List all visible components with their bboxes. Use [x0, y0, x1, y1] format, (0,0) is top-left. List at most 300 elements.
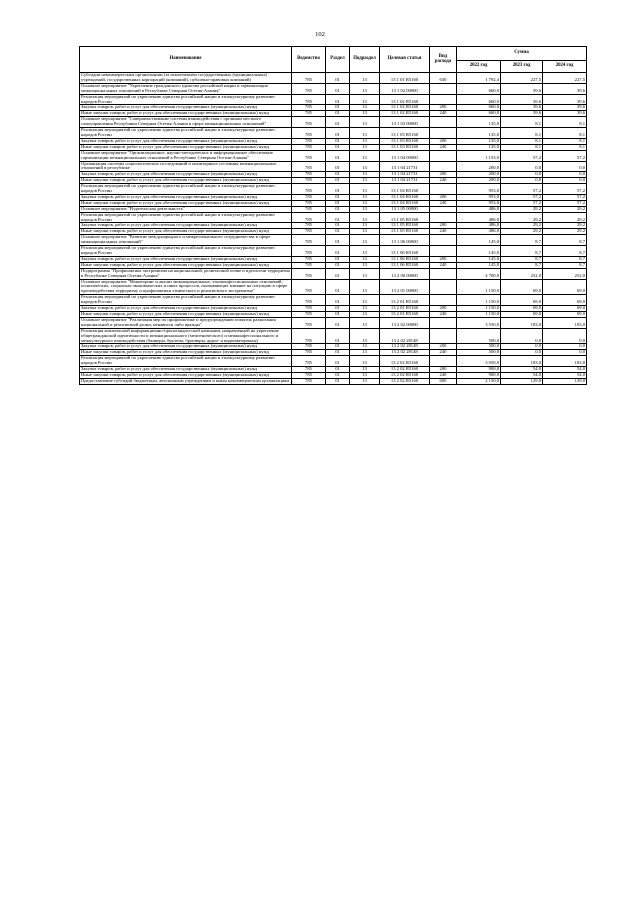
row-target: 13 2 01 R5160 [380, 311, 430, 317]
row-section: 01 [326, 161, 350, 172]
row-sum-2022: 3 550,0 [457, 317, 501, 328]
row-sum-2022: 953,0 [457, 200, 501, 206]
row-section: 01 [326, 367, 350, 373]
table-row [80, 317, 587, 328]
row-ministry: 785 [292, 246, 326, 257]
row-section: 01 [326, 144, 350, 150]
budget-table [79, 46, 587, 385]
row-subsection: 13 [350, 150, 380, 161]
row-name: Закупка товаров, работ и услуг для обеспечения государственных (муниципальных) нужд [80, 367, 292, 373]
row-subsection: 13 [350, 378, 380, 384]
table-body [80, 73, 587, 385]
row-subsection: 13 [350, 317, 380, 328]
row-target: 13 1 02 R5160 [380, 105, 430, 111]
row-name: Закупка товаров, работ и услуг для обеспечения государственных (муниципальных) нужд [80, 172, 292, 178]
row-sum-2023: 8,7 [501, 235, 543, 246]
row-sum-2023: 8,1 [501, 144, 543, 150]
row-sum-2023: 183,0 [501, 317, 543, 328]
row-ministry: 785 [292, 279, 326, 295]
row-sum-2024: 69,0 [543, 279, 587, 295]
row-name: Реализация комплексной информационно-пропагандистской кампании, направленной на укрепление общегражданской идентичности и межнационального (межэтнического) и межконфессионального и межкультурного взаимодействия (баннеры, буклеты, брошюры, аудио- и видеоматериалы) [80, 328, 292, 344]
row-sum-2022: 135,0 [457, 117, 501, 128]
row-name: Закупка товаров, работ и услуг для обеспечения государственных (муниципальных) нужд [80, 344, 292, 350]
row-expense [430, 246, 457, 257]
row-expense [430, 328, 457, 344]
row-section: 01 [326, 306, 350, 312]
row-sum-2022: 145,0 [457, 262, 501, 268]
row-target: 13 2 02 28148 [380, 328, 430, 344]
table-row [80, 128, 587, 139]
row-target: 13 1 04 21731 [380, 172, 430, 178]
row-section: 01 [326, 235, 350, 246]
row-sum-2023: 8,7 [501, 256, 543, 262]
row-sum-2022: 135,0 [457, 128, 501, 139]
header-name: Наименование [80, 47, 292, 73]
row-target: 13 2 01 R5160 [380, 295, 430, 306]
row-subsection: 13 [350, 268, 380, 279]
row-expense: 240 [430, 262, 457, 268]
row-name: Основное мероприятие "Укрепление гражданского единства российской нации и гармонизация межнациональных отношений в Республике Северная Осетия-Алания" [80, 83, 292, 94]
row-name: Субсидии некоммерческим организациям (за исключением государственных (муниципальных) учреждений, государственных корпораций (компаний), публично-правовых компаний) [80, 73, 292, 84]
table-row [80, 328, 587, 344]
row-target: 13 1 04 R5160 [380, 194, 430, 200]
row-sum-2024: 129,0 [543, 378, 587, 384]
row-expense: 200 [430, 194, 457, 200]
row-sum-2022: 1 150,0 [457, 306, 501, 312]
row-sum-2022: 1 150,0 [457, 279, 501, 295]
row-name: Иные закупки товаров, работ и услуг для обеспечения государственных (муниципальных) нужд [80, 178, 292, 184]
row-ministry: 785 [292, 172, 326, 178]
row-expense: 240 [430, 178, 457, 184]
row-section: 01 [326, 128, 350, 139]
row-subsection: 13 [350, 206, 380, 212]
row-target: 13 2 02 00000 [380, 317, 430, 328]
row-subsection: 13 [350, 117, 380, 128]
table-row [80, 356, 587, 367]
table-row [80, 73, 587, 84]
row-expense [430, 83, 457, 94]
row-ministry: 785 [292, 144, 326, 150]
row-name: Основное мероприятие "Организационное, научно-методическое и информационное обеспечение гармонизации межнациональных отношений в Республике Северная Осетия-Алания" [80, 150, 292, 161]
row-sum-2022: 500,0 [457, 344, 501, 350]
row-subsection: 13 [350, 138, 380, 144]
row-sum-2024: 8,1 [543, 128, 587, 139]
row-section: 01 [326, 206, 350, 212]
row-expense: 240 [430, 229, 457, 235]
row-sum-2024: 183,0 [543, 356, 587, 367]
row-target: 13 2 02 R5160 [380, 367, 430, 373]
row-expense [430, 279, 457, 295]
row-name: Реализация мероприятий по укреплению единства российской нации и этнокультурному развитию народов России [80, 295, 292, 306]
row-sum-2022: 4 700,0 [457, 268, 501, 279]
row-target: 13 1 03 R5160 [380, 128, 430, 139]
row-target: 13 1 03 00000 [380, 117, 430, 128]
row-expense: 200 [430, 172, 457, 178]
row-expense [430, 184, 457, 195]
row-sum-2023: 57,2 [501, 150, 543, 161]
row-section: 01 [326, 328, 350, 344]
table-row [80, 279, 587, 295]
row-subsection: 13 [350, 350, 380, 356]
row-section: 01 [326, 105, 350, 111]
row-target: 13 1 04 00000 [380, 150, 430, 161]
row-target: 13 1 04 21731 [380, 161, 430, 172]
row-sum-2024: 39,6 [543, 94, 587, 105]
row-target: 13 1 02 R5160 [380, 94, 430, 105]
row-sum-2022: 135,0 [457, 138, 501, 144]
row-sum-2024: 8,1 [543, 144, 587, 150]
row-name: Основное мероприятие "Мониторинг и анализ межнациональных, этноконфессиональных отношений, политических, социально-экономических и иных процессов, оказывающих влияние на ситуацию в сфере противодействия терроризму и профилактики этнического и религиозного экстремизма" [80, 279, 292, 295]
row-sum-2023: 183,0 [501, 356, 543, 367]
row-sum-2022: 2 150,0 [457, 378, 501, 384]
row-target: 13 2 00 00000 [380, 268, 430, 279]
row-expense: 240 [430, 200, 457, 206]
row-ministry: 785 [292, 262, 326, 268]
row-ministry: 785 [292, 184, 326, 195]
row-target: 13 2 02 R5160 [380, 372, 430, 378]
row-name: Иные закупки товаров, работ и услуг для обеспечения государственных (муниципальных) нужд [80, 372, 292, 378]
row-sum-2022: 200,0 [457, 172, 501, 178]
row-sum-2022: 900,0 [457, 372, 501, 378]
row-section: 01 [326, 73, 350, 84]
row-sum-2024: 57,2 [543, 150, 587, 161]
row-sum-2024: 183,0 [543, 317, 587, 328]
row-ministry: 785 [292, 223, 326, 229]
row-expense: 240 [430, 111, 457, 117]
row-expense: 200 [430, 105, 457, 111]
row-sum-2024: 0,0 [543, 350, 587, 356]
table-row [80, 150, 587, 161]
row-target: 13 1 03 R5160 [380, 138, 430, 144]
row-sum-2024: 54,0 [543, 367, 587, 373]
row-target: 13 1 05 R5160 [380, 229, 430, 235]
row-sum-2022: 1 153,0 [457, 150, 501, 161]
row-subsection: 13 [350, 328, 380, 344]
row-ministry: 785 [292, 200, 326, 206]
row-expense [430, 356, 457, 367]
row-sum-2024: 29,2 [543, 223, 587, 229]
table-row [80, 378, 587, 384]
row-section: 01 [326, 262, 350, 268]
row-target: 13 1 02 R5160 [380, 111, 430, 117]
row-sum-2024: 8,1 [543, 117, 587, 128]
row-ministry: 785 [292, 235, 326, 246]
row-sum-2023: 29,2 [501, 229, 543, 235]
row-subsection: 13 [350, 356, 380, 367]
row-sum-2022: 660,0 [457, 83, 501, 94]
row-target: 13 2 01 00000 [380, 279, 430, 295]
row-subsection: 13 [350, 367, 380, 373]
row-section: 01 [326, 344, 350, 350]
row-sum-2024: 54,0 [543, 372, 587, 378]
row-section: 01 [326, 311, 350, 317]
row-section: 01 [326, 178, 350, 184]
row-sum-2024: 0,0 [543, 178, 587, 184]
row-target: 13 2 02 R5160 [380, 356, 430, 367]
row-section: 01 [326, 138, 350, 144]
row-expense [430, 235, 457, 246]
row-subsection: 13 [350, 311, 380, 317]
row-ministry: 785 [292, 229, 326, 235]
row-sum-2022: 145,0 [457, 235, 501, 246]
row-sum-2022: 660,0 [457, 105, 501, 111]
row-ministry: 785 [292, 256, 326, 262]
row-ministry: 785 [292, 328, 326, 344]
row-expense: 200 [430, 256, 457, 262]
row-ministry: 785 [292, 212, 326, 223]
row-ministry: 785 [292, 128, 326, 139]
row-sum-2024: 39,6 [543, 83, 587, 94]
row-sum-2024: 57,2 [543, 184, 587, 195]
row-expense: 630 [430, 73, 457, 84]
row-ministry: 785 [292, 178, 326, 184]
row-sum-2022: 145,0 [457, 246, 501, 257]
header-target: Целевая статья [380, 47, 430, 73]
row-sum-2023: 69,0 [501, 279, 543, 295]
row-name: Реализация мероприятий по укреплению единства российской нации и этнокультурному развитию народов России [80, 212, 292, 223]
row-ministry: 785 [292, 94, 326, 105]
row-sum-2023: 8,1 [501, 138, 543, 144]
row-name: Реализация мероприятий по укреплению единства российской нации и этнокультурному развитию народов России [80, 94, 292, 105]
row-name: Иные закупки товаров, работ и услуг для обеспечения государственных (муниципальных) нужд [80, 350, 292, 356]
row-section: 01 [326, 111, 350, 117]
row-section: 01 [326, 172, 350, 178]
row-expense [430, 128, 457, 139]
row-subsection: 13 [350, 306, 380, 312]
row-ministry: 785 [292, 206, 326, 212]
row-sum-2022: 1 150,0 [457, 311, 501, 317]
row-section: 01 [326, 194, 350, 200]
row-name: Основное мероприятие "Реализация мер по профилактике и предупреждению попыток разжигания национальной и религиозной розни, ненависти либо вражды" [80, 317, 292, 328]
row-name: Закупка товаров, работ и услуг для обеспечения государственных (муниципальных) нужд [80, 194, 292, 200]
table-row [80, 246, 587, 257]
row-ministry: 785 [292, 83, 326, 94]
row-name: Закупка товаров, работ и услуг для обеспечения государственных (муниципальных) нужд [80, 306, 292, 312]
row-ministry: 785 [292, 372, 326, 378]
header-sum: Сумма [457, 47, 587, 61]
row-sum-2023: 39,6 [501, 94, 543, 105]
page-number: 102 [315, 31, 325, 38]
row-ministry: 785 [292, 295, 326, 306]
row-sum-2023: 57,2 [501, 200, 543, 206]
row-name: Предоставление субсидий бюджетным, автономным учреждениям и иным некоммерческим организациям [80, 378, 292, 384]
row-sum-2022: 1 792,4 [457, 73, 501, 84]
row-name: Иные закупки товаров, работ и услуг для обеспечения государственных (муниципальных) нужд [80, 144, 292, 150]
row-expense: 200 [430, 367, 457, 373]
row-target: 13 1 06 00000 [380, 235, 430, 246]
row-subsection: 13 [350, 144, 380, 150]
row-sum-2023: 69,0 [501, 306, 543, 312]
row-name: Иные закупки товаров, работ и услуг для обеспечения государственных (муниципальных) нужд [80, 229, 292, 235]
row-expense: 240 [430, 144, 457, 150]
row-sum-2022: 486,0 [457, 229, 501, 235]
row-sum-2023: 39,6 [501, 105, 543, 111]
row-sum-2024: 39,6 [543, 105, 587, 111]
header-section: Раздел [326, 47, 350, 73]
row-target: 13 1 06 R5160 [380, 256, 430, 262]
row-name: Закупка товаров, работ и услуг для обеспечения государственных (муниципальных) нужд [80, 105, 292, 111]
row-sum-2023: 29,2 [501, 223, 543, 229]
row-section: 01 [326, 317, 350, 328]
row-target: 13 1 04 R5160 [380, 184, 430, 195]
row-sum-2024: 0,0 [543, 328, 587, 344]
row-sum-2024: 8,7 [543, 262, 587, 268]
row-sum-2023: 39,6 [501, 111, 543, 117]
row-ministry: 785 [292, 311, 326, 317]
row-sum-2023: 57,2 [501, 194, 543, 200]
row-section: 01 [326, 94, 350, 105]
row-target: 13 2 02 28148 [380, 344, 430, 350]
table-row [80, 295, 587, 306]
row-sum-2023: 0,0 [501, 344, 543, 350]
row-expense [430, 295, 457, 306]
row-name: Закупка товаров, работ и услуг для обеспечения государственных (муниципальных) нужд [80, 256, 292, 262]
row-ministry: 785 [292, 117, 326, 128]
row-name: Иные закупки товаров, работ и услуг для обеспечения государственных (муниципальных) нужд [80, 311, 292, 317]
row-subsection: 13 [350, 372, 380, 378]
row-name: Иные закупки товаров, работ и услуг для обеспечения государственных (муниципальных) нужд [80, 200, 292, 206]
row-sum-2024: 8,7 [543, 246, 587, 257]
row-section: 01 [326, 372, 350, 378]
row-sum-2023: 29,2 [501, 206, 543, 212]
row-target: 13 1 01 R5160 [380, 73, 430, 84]
row-section: 01 [326, 356, 350, 367]
table-row [80, 268, 587, 279]
row-sum-2023: 57,2 [501, 184, 543, 195]
row-expense: 240 [430, 350, 457, 356]
row-sum-2024: 39,6 [543, 111, 587, 117]
row-expense: 600 [430, 378, 457, 384]
row-sum-2024: 29,2 [543, 206, 587, 212]
row-sum-2024: 57,2 [543, 200, 587, 206]
row-target: 13 2 02 R5160 [380, 378, 430, 384]
header-subsection: Подраздел [350, 47, 380, 73]
row-ministry: 785 [292, 194, 326, 200]
row-sum-2024: 8,7 [543, 235, 587, 246]
row-expense: 200 [430, 223, 457, 229]
row-expense [430, 317, 457, 328]
row-sum-2024: 252,0 [543, 268, 587, 279]
row-expense: 200 [430, 344, 457, 350]
row-section: 01 [326, 223, 350, 229]
row-section: 01 [326, 246, 350, 257]
row-subsection: 13 [350, 235, 380, 246]
row-ministry: 785 [292, 111, 326, 117]
row-target: 13 1 05 00000 [380, 206, 430, 212]
table-header [80, 47, 587, 73]
row-subsection: 13 [350, 94, 380, 105]
row-subsection: 13 [350, 246, 380, 257]
row-sum-2022: 486,0 [457, 212, 501, 223]
row-subsection: 13 [350, 212, 380, 223]
row-sum-2022: 3 050,0 [457, 356, 501, 367]
row-subsection: 13 [350, 200, 380, 206]
header-ministry: Ведомство [292, 47, 326, 73]
row-sum-2023: 54,0 [501, 372, 543, 378]
row-target: 13 2 01 R5160 [380, 306, 430, 312]
row-expense: 200 [430, 306, 457, 312]
row-sum-2024: 29,2 [543, 212, 587, 223]
row-sum-2023: 0,0 [501, 350, 543, 356]
row-sum-2024: 0,0 [543, 161, 587, 172]
row-target: 13 1 02 00000 [380, 83, 430, 94]
row-sum-2022: 145,0 [457, 256, 501, 262]
row-subsection: 13 [350, 344, 380, 350]
row-subsection: 13 [350, 279, 380, 295]
row-sum-2024: 69,0 [543, 306, 587, 312]
row-section: 01 [326, 256, 350, 262]
row-sum-2022: 660,0 [457, 111, 501, 117]
row-section: 01 [326, 279, 350, 295]
row-section: 01 [326, 212, 350, 223]
row-sum-2023: 8,1 [501, 128, 543, 139]
row-section: 01 [326, 378, 350, 384]
row-ministry: 785 [292, 306, 326, 312]
row-ministry: 785 [292, 344, 326, 350]
row-sum-2023: 29,2 [501, 212, 543, 223]
row-target: 13 1 06 R5160 [380, 262, 430, 268]
row-name: Закупка товаров, работ и услуг для обеспечения государственных (муниципальных) нужд [80, 138, 292, 144]
row-ministry: 785 [292, 150, 326, 161]
row-sum-2023: 69,0 [501, 295, 543, 306]
row-sum-2023: 0,0 [501, 178, 543, 184]
row-name: Иные закупки товаров, работ и услуг для обеспечения государственных (муниципальных) нужд [80, 111, 292, 117]
table-row [80, 184, 587, 195]
row-target: 13 1 05 R5160 [380, 212, 430, 223]
header-expense: Вид расхода [430, 47, 457, 73]
row-target: 13 2 02 28148 [380, 350, 430, 356]
row-section: 01 [326, 268, 350, 279]
row-name: Основное мероприятие "Издательская деятельность" [80, 206, 292, 212]
row-expense [430, 268, 457, 279]
row-ministry: 785 [292, 356, 326, 367]
row-section: 01 [326, 150, 350, 161]
row-target: 13 1 04 R5160 [380, 200, 430, 206]
row-subsection: 13 [350, 83, 380, 94]
row-ministry: 785 [292, 317, 326, 328]
row-expense [430, 161, 457, 172]
row-section: 01 [326, 117, 350, 128]
header-year-2024: 2024 год [543, 61, 587, 73]
row-subsection: 13 [350, 105, 380, 111]
row-subsection: 13 [350, 256, 380, 262]
table-row [80, 212, 587, 223]
row-sum-2023: 0,0 [501, 161, 543, 172]
row-sum-2022: 500,0 [457, 350, 501, 356]
table-row [80, 94, 587, 105]
row-sum-2022: 953,0 [457, 184, 501, 195]
table-row [80, 117, 587, 128]
row-sum-2022: 500,0 [457, 328, 501, 344]
row-ministry: 785 [292, 268, 326, 279]
row-name: Реализация мероприятий по укреплению единства российской нации и этнокультурному развитию народов России [80, 356, 292, 367]
row-sum-2022: 135,0 [457, 144, 501, 150]
row-name: Закупка товаров, работ и услуг для обеспечения государственных (муниципальных) нужд [80, 223, 292, 229]
row-sum-2024: 69,0 [543, 295, 587, 306]
row-subsection: 13 [350, 128, 380, 139]
table-row [80, 235, 587, 246]
row-sum-2023: 227,5 [501, 73, 543, 84]
row-sum-2022: 1 150,0 [457, 295, 501, 306]
row-subsection: 13 [350, 229, 380, 235]
row-name: Подпрограмма "Профилактика экстремизма на национальной, религиозной почве и идеологии терроризма в Республике Северная Осетия-Алания" [81, 268, 290, 278]
row-ministry: 785 [292, 161, 326, 172]
row-ministry: 785 [292, 367, 326, 373]
row-sum-2023: 252,0 [501, 268, 543, 279]
row-sum-2024: 29,2 [543, 229, 587, 235]
row-ministry: 785 [292, 378, 326, 384]
row-subsection: 13 [350, 262, 380, 268]
